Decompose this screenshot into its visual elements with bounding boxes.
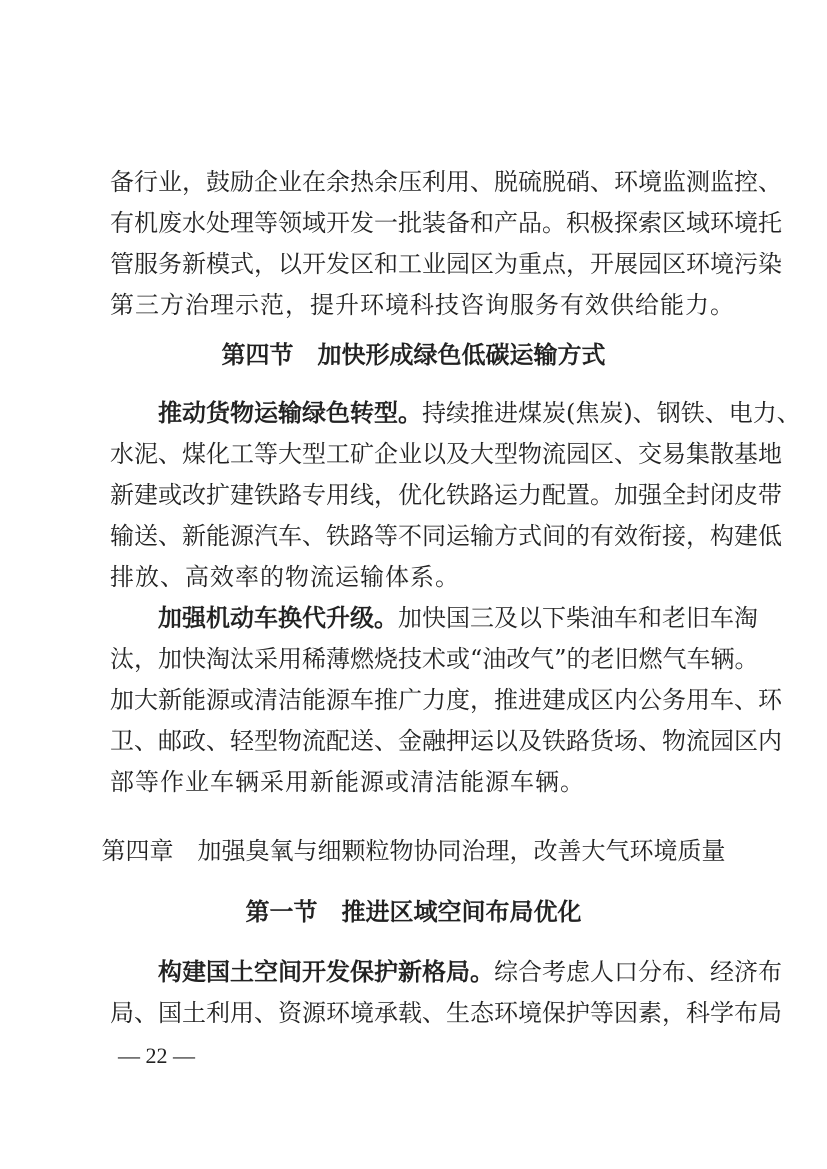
body-text-line: 水泥、煤化工等大型工矿企业以及大型物流园区、交易集散基地 <box>110 440 782 468</box>
body-text-line: 备行业，鼓励企业在余热余压利用、脱硫脱硝、环境监测监控、 <box>110 168 782 196</box>
chapter-heading: 第四章 加强臭氧与细颗粒物协同治理，改善大气环境质量 <box>101 837 726 865</box>
paragraph-lead: 加强机动车换代升级。 <box>158 603 398 632</box>
body-text-line: 有机废水处理等领域开发一批装备和产品。积极探索区域环境托 <box>110 209 782 237</box>
body-text-line: 第三方治理示范，提升环境科技咨询服务有效供给能力。 <box>110 291 735 319</box>
body-text-line: 管服务新模式，以开发区和工业园区为重点，开展园区环境污染 <box>110 250 782 278</box>
paragraph-lead: 推动货物运输绿色转型。 <box>158 398 422 427</box>
body-text-line: 新建或改扩建铁路专用线，优化铁路运力配置。加强全封闭皮带 <box>110 481 782 509</box>
body-text: 加快国三及以下柴油车和老旧车淘 <box>398 604 758 632</box>
section-heading: 第四节 加快形成绿色低碳运输方式 <box>221 340 606 369</box>
paragraph-lead: 构建国土空间开发保护新格局。 <box>158 957 494 986</box>
body-text: 综合考虑人口分布、经济布 <box>494 958 782 986</box>
body-text-line: 汰，加快淘汰采用稀薄燃烧技术或“油改气”的老旧燃气车辆。 <box>110 645 759 673</box>
body-text-line: 输送、新能源汽车、铁路等不同运输方式间的有效衔接，构建低 <box>110 522 782 550</box>
body-text-line: 加大新能源或清洁能源车推广力度，推进建成区内公务用车、环 <box>110 686 782 714</box>
body-text-line <box>158 398 801 428</box>
body-text-line: 部等作业车辆采用新能源或清洁能源车辆。 <box>110 768 585 796</box>
body-text-line: 卫、邮政、轻型物流配送、金融押运以及铁路货场、物流园区内 <box>110 727 782 755</box>
body-text-line <box>158 957 782 987</box>
body-text-line: 局、国土利用、资源环境承载、生态环境保护等因素，科学布局 <box>110 999 782 1027</box>
page-number: — 22 — <box>118 1043 195 1068</box>
body-text: 持续推进煤炭(焦炭)、钢铁、电力、 <box>422 399 801 427</box>
body-text-line <box>158 603 758 633</box>
body-text-line: 排放、高效率的物流运输体系。 <box>110 563 460 591</box>
section-heading: 第一节 推进区域空间布局优化 <box>245 897 582 926</box>
